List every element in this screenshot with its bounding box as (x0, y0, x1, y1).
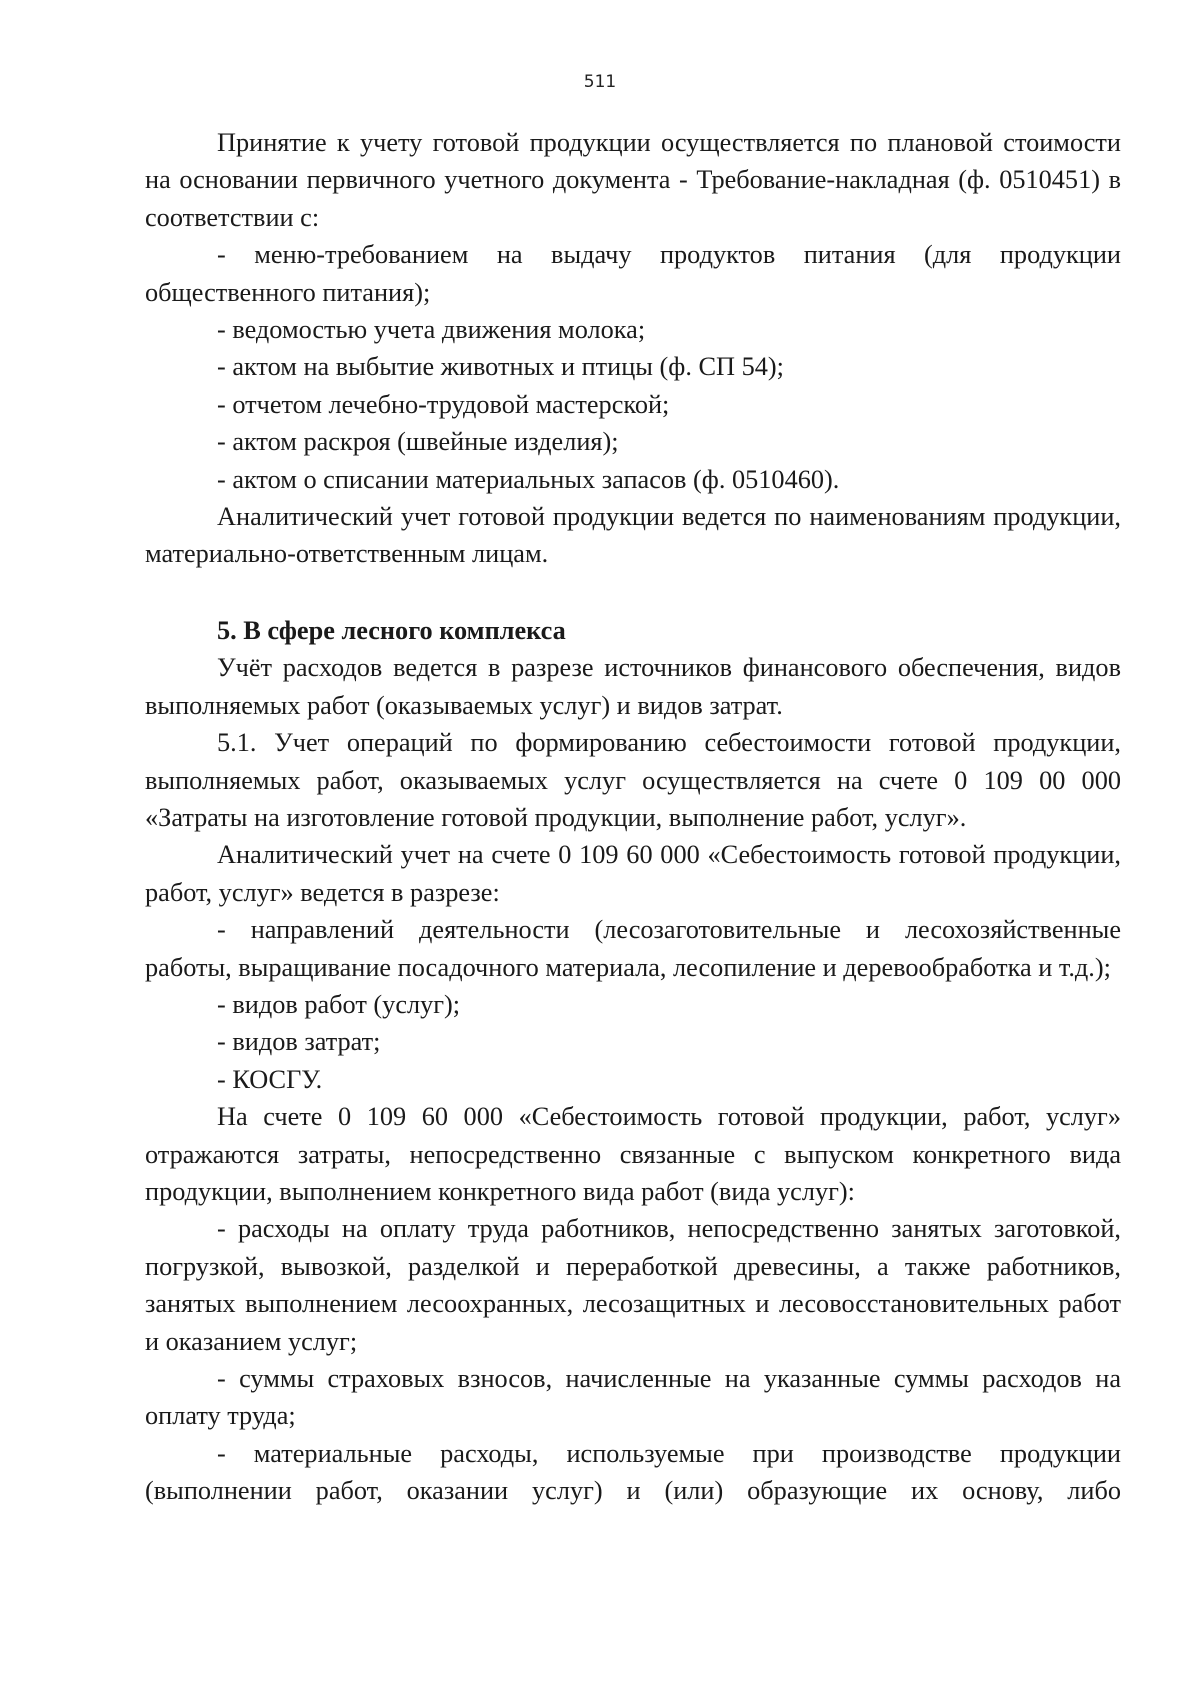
list-item: - видов работ (услуг); (217, 989, 461, 1019)
list-item: - суммы страховых взносов, начисленные на указанные суммы расходов на оплату труда; (145, 1364, 1121, 1431)
list-item: - расходы на оплату труда работников, непосредственно занятых заготовкой, погрузкой, вывозкой, разделкой и переработкой древесины, а также работников, занятых выполнением лесоохранных, лесозащитных и лесовосстановительных работ и оказанием услуг; (145, 1214, 1121, 1356)
paragraph: Учёт расходов ведется в разрезе источников финансового обеспечения, видов выполняемых работ (оказываемых услуг) и видов затрат. (145, 653, 1121, 720)
list-item: - ведомостью учета движения молока; (217, 315, 646, 345)
section-spacer (145, 573, 1121, 612)
list-item: - актом раскроя (швейные изделия); (217, 427, 619, 457)
list-item: - меню-требованием на выдачу продуктов питания (для продукции общественного питания); (145, 240, 1121, 307)
section-heading: 5. В сфере лесного комплекса (217, 615, 566, 645)
list-item: - актом на выбытие животных и птицы (ф. СП 54); (217, 352, 784, 382)
paragraph: Аналитический учет готовой продукции ведется по наименованиям продукции, материально-ответственным лицам. (145, 502, 1121, 569)
document-body (145, 124, 1121, 1510)
list-item: - видов затрат; (217, 1027, 381, 1057)
list-item: - направлений деятельности (лесозаготовительные и лесохозяйственные работы, выращивание посадочного материала, лесопиление и деревообработка и т.д.); (145, 915, 1121, 982)
list-item: - актом о списании материальных запасов (ф. 0510460). (217, 464, 840, 494)
list-item: - КОСГУ. (217, 1064, 323, 1094)
paragraph: Принятие к учету готовой продукции осуществляется по плановой стоимости на основании первичного учетного документа - Требование-накладная (ф. 0510451) в соответствии с: (145, 128, 1121, 232)
list-item: - материальные расходы, используемые при производстве продукции (выполнении работ, оказании услуг) и (или) образующие их основу, либо (145, 1438, 1121, 1506)
paragraph: Аналитический учет на счете 0 109 60 000 «Себестоимость готовой продукции, работ, услуг» ведется в разрезе: (145, 840, 1121, 907)
paragraph: 5.1. Учет операций по формированию себестоимости готовой продукции, выполняемых работ, оказываемых услуг осуществляется на счете 0 109 00 000 «Затраты на изготовление готовой продукции, выполнение работ, услуг». (145, 728, 1121, 832)
paragraph: На счете 0 109 60 000 «Себестоимость готовой продукции, работ, услуг» отражаются затраты, непосредственно связанные с выпуском конкретного вида продукции, выполнением конкретного вида работ (вида услуг): (145, 1102, 1121, 1206)
page-number: 511 (583, 72, 617, 92)
list-item: - отчетом лечебно-трудовой мастерской; (217, 389, 670, 419)
